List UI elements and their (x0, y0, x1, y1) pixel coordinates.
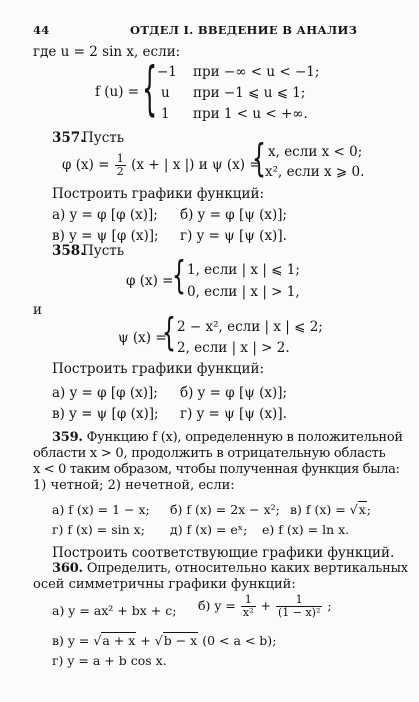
p359-item-d: д) f (x) = eˣ; (170, 522, 248, 537)
case-value-3: 1 (161, 106, 170, 122)
case-value-2: u (161, 85, 170, 101)
p359-item-v (290, 502, 371, 518)
p357-psi-brace: { (252, 137, 266, 182)
p360-frac-1 (241, 594, 256, 619)
p357-item-a: а) y = φ [φ (x)]; (52, 207, 158, 223)
p358-psi-case-2: 2, если | x | > 2. (177, 340, 290, 356)
p360-frac-2 (276, 594, 322, 619)
p358-phi-brace: { (172, 254, 186, 299)
p359-item-e: е) f (x) = ln x. (262, 522, 350, 537)
p359-item-g: г) f (x) = sin x; (52, 522, 145, 537)
p359-text-1: Функцию f (x), определенную в положительной (86, 430, 403, 445)
p360-item-g: г) y = a + b cos x. (52, 653, 167, 668)
problem-357-intro: Пусть (82, 130, 125, 146)
p360-item-b (198, 594, 332, 619)
p359-sqrt-sign: √ (349, 502, 358, 517)
p359-item-b: б) f (x) = 2x − x²; (170, 502, 280, 517)
p357-task: Построить графики функций: (52, 186, 265, 202)
page-number: 44 (33, 23, 50, 37)
p359-line-2: области x > 0, продолжить в отрицательную область (33, 446, 386, 461)
p359-line-3: x < 0 таким образом, чтобы полученная функция была: (33, 462, 400, 477)
problem-360-number: 360. (52, 561, 83, 576)
p357-half-fraction (115, 153, 126, 178)
p360-item-b-label: б) y = (198, 598, 236, 613)
p360-item-v (52, 633, 276, 649)
p358-task: Построить графики функций: (52, 361, 265, 377)
p360-sqrt-2: b − x (163, 633, 198, 648)
p357-phi-rhs: (x + | x |) и ψ (x) = (131, 157, 261, 173)
case-cond-3: при 1 < u < +∞. (193, 106, 308, 122)
p360-line-1 (52, 561, 408, 577)
case-cond-2: при −1 ⩽ u ⩽ 1; (193, 85, 306, 101)
problem-359-number: 359. (52, 430, 83, 445)
p358-item-a: а) y = φ [φ (x)]; (52, 385, 158, 401)
where-line: где u = 2 sin x, если: (33, 44, 181, 60)
p360-frac-2-num: 1 (276, 594, 322, 607)
p360-frac-1-den: x² (242, 606, 254, 619)
p357-item-b: б) y = φ [ψ (x)]; (180, 207, 288, 223)
case-cond-1: при −∞ < u < −1; (193, 64, 320, 80)
p359-item-v-label: в) f (x) = (290, 502, 346, 517)
p358-item-b: б) y = φ [ψ (x)]; (180, 385, 288, 401)
p358-and: и (33, 302, 42, 318)
p360-sqrt-sign-1: √ (93, 633, 102, 648)
p357-frac-den: 2 (116, 165, 124, 178)
p358-psi-lhs: ψ (x) = (118, 330, 167, 346)
p360-b-end: ; (327, 598, 332, 613)
p359-sqrt-x: x (358, 502, 366, 517)
p357-item-g: г) y = ψ [ψ (x)]. (180, 228, 287, 244)
p357-formula (62, 153, 261, 178)
cases-brace: { (142, 55, 158, 123)
p358-phi-case-2: 0, если | x | > 1, (187, 284, 300, 300)
p357-item-v: в) y = ψ [φ (x)]; (52, 228, 159, 244)
p358-psi-brace: { (162, 311, 176, 356)
section-title: ОТДЕЛ I. ВВЕДЕНИЕ В АНАЛИЗ (130, 23, 358, 37)
f-lhs: f (u) = (95, 84, 140, 100)
p357-frac-num: 1 (116, 152, 124, 165)
p358-item-g: г) y = ψ [ψ (x)]. (180, 406, 287, 422)
p360-sqrt-1: a + x (102, 633, 136, 648)
p360-v-end: (0 < a < b); (202, 633, 277, 648)
p360-item-a: а) y = ax² + bx + c; (52, 603, 177, 618)
p358-phi-case-1: 1, если | x | ⩽ 1; (187, 262, 300, 278)
p360-text-1: Определить, относительно каких вертикальных (86, 561, 408, 576)
p358-phi-lhs: φ (x) = (126, 273, 174, 289)
p358-item-v: в) y = ψ [φ (x)]; (52, 406, 159, 422)
case-value-1: −1 (157, 64, 177, 80)
p357-psi-case-1: x, если x < 0; (268, 144, 363, 160)
p360-frac-1-num: 1 (241, 594, 256, 607)
p360-frac-2-den: (1 − x)² (277, 606, 321, 619)
p359-line-4: 1) четной; 2) нечетной, если: (33, 478, 235, 493)
p360-line-2: осей симметричны графики функций: (33, 577, 296, 592)
p359-line-1 (52, 430, 403, 446)
problem-357-number: 357. (52, 130, 85, 146)
p359-item-a: а) f (x) = 1 − x; (52, 502, 150, 517)
p360-item-v-label: в) y = (52, 633, 90, 648)
p360-plus: + (260, 598, 271, 613)
p357-psi-case-2: x², если x ⩾ 0. (265, 164, 365, 180)
problem-358-number: 358. (52, 243, 85, 259)
p357-phi-lhs: φ (x) = (62, 157, 110, 173)
problem-358-intro: Пусть (82, 243, 125, 259)
p359-semicolon: ; (366, 502, 371, 517)
p358-psi-case-1: 2 − x², если | x | ⩽ 2; (177, 319, 323, 335)
p360-plus-2: + (140, 633, 151, 648)
p360-sqrt-sign-2: √ (154, 633, 163, 648)
p359-task: Построить соответствующие графики функций. (52, 545, 395, 561)
